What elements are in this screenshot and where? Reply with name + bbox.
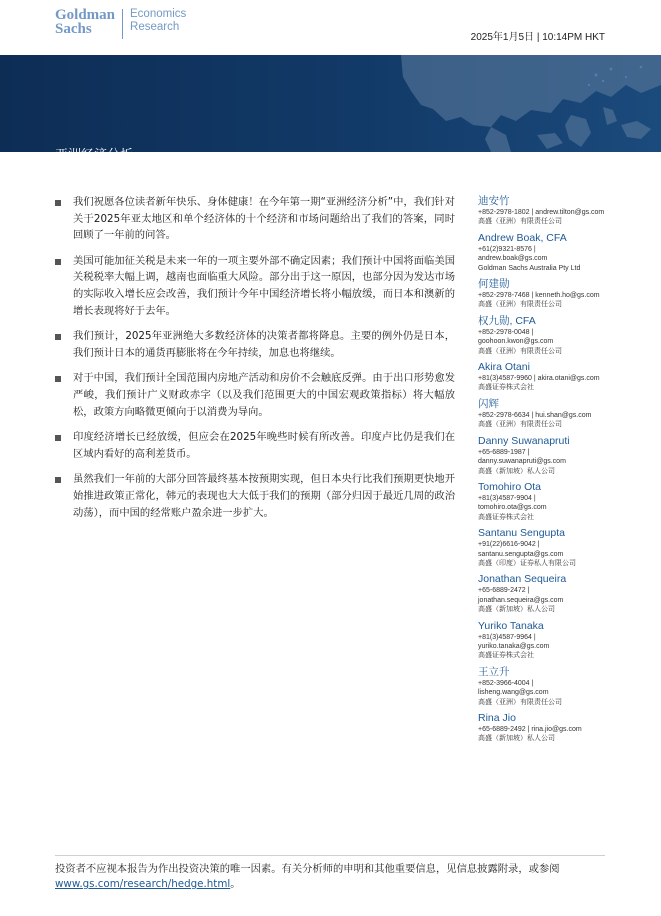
analyst-detail: 高盛（亚洲）有限责任公司 [478,698,562,706]
bullet-marker [55,259,61,265]
disclosure-link[interactable]: www.gs.com/research/hedge.html [55,878,231,890]
analyst-contact [478,573,628,614]
analyst-email[interactable]: lisheng.wang@gs.com [478,689,549,697]
analyst-contact [478,481,628,522]
analyst-detail: 高盛（亚洲）有限责任公司 [478,218,562,226]
series-name: 亚洲经济分析 [55,148,134,163]
analyst-detail: +65-6889-2472 | [478,587,530,595]
bullet-text: 虽然我们一年前的大部分回答最终基本按预期实现，但日本央行比我们预期更快地开始推进政策正常化，韩元的表现也大大低于我们的预期（部分归因于最近几周的政治动荡），而中国的经常账户盈余进一步扩大。 [73,473,455,519]
analyst-detail[interactable]: +852-2978-1802 | andrew.tilton@gs.com [478,209,605,216]
bullet-item [55,194,455,244]
analyst-contact [478,278,628,310]
bullet-text: 我们预计，2025年亚洲绝大多数经济体的决策者都将降息。主要的例外仍是日本，我们预计日本的通货再膨胀将在今年持续，加息也将继续。 [73,330,455,359]
analyst-detail: 高盛（新加坡）私人公司 [478,606,555,614]
analyst-email[interactable]: goohoon.kwon@gs.com [478,338,554,346]
logo-wordmark: Goldman Sachs [55,7,116,37]
publish-datetime: 2025年1月5日 | 10:14PM HKT [470,32,605,43]
division-label: Economics Research [130,8,187,33]
key-points-list [55,194,455,530]
analyst-contact [478,232,628,273]
analyst-email[interactable]: santanu.sengupta@gs.com [478,550,564,558]
bullet-text: 我们祝愿各位读者新年快乐、身体健康！在今年第一期“亚洲经济分析”中，我们针对关于2025年亚太地区和单个经济体的十个经济和市场问题给出了我们的答案，同时回顾了一年前的问答。 [73,196,455,242]
bullet-marker [55,200,61,206]
analyst-detail: 高盛（亚洲）有限责任公司 [478,421,562,429]
bullet-text: 美国可能加征关税是未来一年的一项主要外部不确定因素；我们预计中国将面临美国关税税率大幅上调，越南也面临重大风险。部分出于这一原因，也部分因为发达市场的实际收入增长应会改善，我们预计今年中国经济增长将小幅放缓，而日本和澳新的增长表现将好于去年。 [73,254,455,317]
analyst-contact [478,435,628,476]
bullet-marker [55,435,61,441]
bullet-marker [55,376,61,382]
analyst-name[interactable]: Akira Otani [478,361,530,374]
analyst-detail: 高盛证券株式会社 [478,384,534,392]
logo-divider [122,9,123,39]
analyst-name[interactable]: Andrew Boak, CFA [478,231,567,244]
report-title: 关于2025年的十个问题 [55,172,277,196]
analyst-email[interactable]: tomohiro.ota@gs.com [478,504,547,512]
bullet-item [55,253,455,319]
analyst-name[interactable]: Danny Suwanapruti [478,434,570,447]
analyst-detail: 高盛（亚洲）有限责任公司 [478,301,562,309]
analyst-contact [478,712,628,744]
analyst-detail: +852-3966-4004 | [478,679,534,687]
analyst-contact [478,620,628,661]
analyst-name[interactable]: 何建勋 [478,278,510,291]
analyst-detail[interactable]: +852-2978-6634 | hui.shan@gs.com [478,411,592,419]
analyst-name[interactable]: Yuriko Tanaka [478,619,544,632]
bullet-marker [55,477,61,483]
analyst-name[interactable]: 闪辉 [478,397,499,410]
analyst-name[interactable]: Tomohiro Ota [478,480,542,493]
analyst-contact [478,398,628,430]
disclaimer-text: 投资者不应视本报告为作出投资决策的唯一因素。有关分析师的申明和其他重要信息，见信息披露附录，或参阅 [55,863,560,875]
analyst-detail: 高盛证券株式会社 [478,652,534,660]
analyst-email[interactable]: jonathan.sequeira@gs.com [478,596,564,604]
analyst-detail: 高盛（亚洲）有限责任公司 [478,347,562,355]
analyst-detail[interactable]: +81(3)4587-9960 | akira.otani@gs.com [478,375,600,383]
analyst-detail[interactable]: +852-2978-7468 | kenneth.ho@gs.com [478,292,600,300]
analyst-name[interactable]: Jonathan Sequeira [478,573,567,586]
title-banner [0,55,661,196]
analyst-detail: Goldman Sachs Australia Pty Ltd [478,264,581,272]
analyst-detail: +81(3)4587-9904 | [478,494,536,502]
analyst-contact [478,361,628,393]
disclaimer-end: 。 [230,878,241,890]
bullet-marker [55,334,61,340]
bullet-text: 对于中国，我们预计全国范围内房地产活动和房价不会触底反弹。由于出口形势愈发严峻，我们预计广义财政赤字（以及我们范围更大的中国宏观政策指标）将大幅放松，政策方向略微更倾向于以消费为导向。 [73,372,455,418]
analyst-detail[interactable]: +65-6889-2492 | rina.jio@gs.com [478,726,582,733]
analyst-detail: 高盛（印度）证券私人有限公司 [478,559,576,567]
analyst-email[interactable]: danny.suwanapruti@gs.com [478,458,566,466]
analyst-email[interactable]: andrew.boak@gs.com [478,255,548,263]
asia-map-graphic [341,55,661,152]
analyst-email[interactable]: yuriko.tanaka@gs.com [478,642,550,650]
bullet-item [55,471,455,521]
analyst-detail: 高盛（新加坡）私人公司 [478,467,555,475]
disclaimer [55,862,615,892]
bullet-item [55,429,455,462]
analyst-name[interactable]: 迪安竹 [478,195,510,207]
analyst-contact [478,195,628,227]
analyst-contact [478,315,628,356]
bullet-text: 印度经济增长已经放缓，但应会在2025年晚些时候有所改善。印度卢比仍是我们在区域内看好的高利差货币。 [73,431,455,460]
analyst-contact [478,666,628,707]
analyst-name[interactable]: Rina Jio [478,712,516,724]
analyst-detail: +65-6889-1987 | [478,448,530,456]
analyst-detail: +852-2978-0048 | [478,328,534,336]
analyst-detail: +81(3)4587-9964 | [478,633,536,641]
goldman-sachs-logo [55,8,186,39]
analyst-detail: +61(2)9321-8576 | [478,245,536,253]
bullet-item [55,370,455,420]
analyst-name[interactable]: 王立升 [478,665,510,678]
analyst-detail: +91(22)6616-9042 | [478,541,540,549]
bullet-item [55,328,455,361]
analyst-contacts [478,195,628,749]
analyst-detail: 高盛证券株式会社 [478,513,534,521]
footer-divider [55,855,605,856]
analyst-name[interactable]: Santanu Sengupta [478,527,565,540]
analyst-detail: 高盛（新加坡）私人公司 [478,735,555,743]
analyst-name[interactable]: 权九勋, CFA [478,314,536,327]
analyst-contact [478,527,628,568]
